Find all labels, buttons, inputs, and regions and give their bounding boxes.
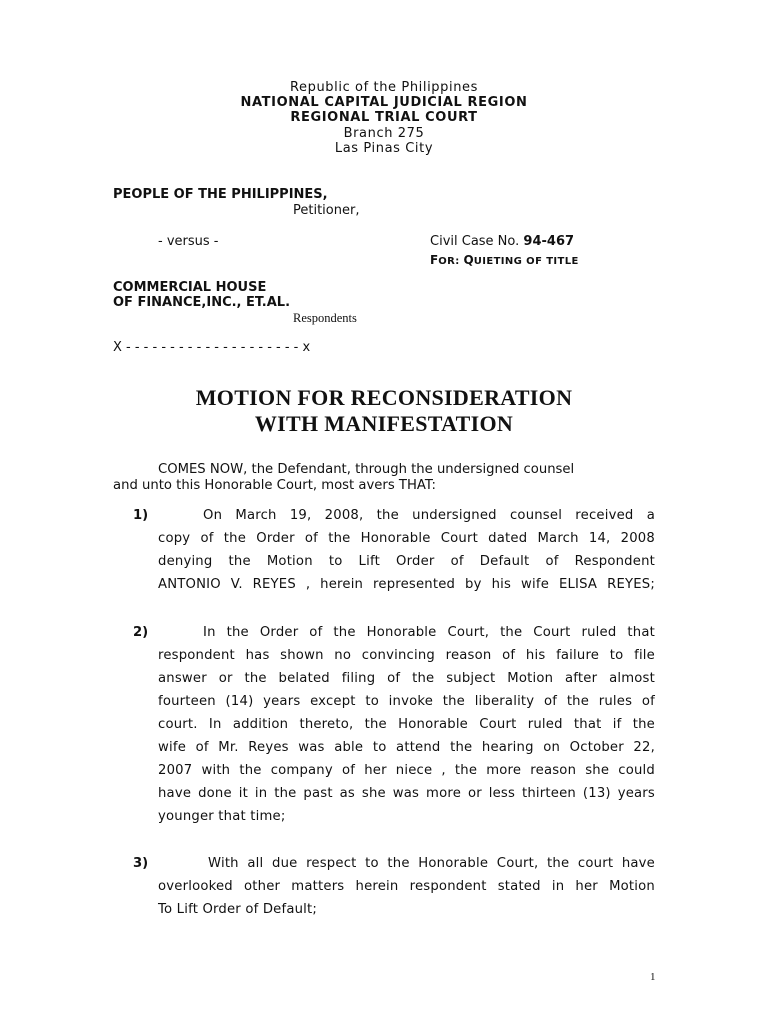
intro-line2: and unto this Honorable Court, most avers THAT:: [113, 478, 436, 493]
page-number: 1: [650, 971, 656, 983]
paragraph-line: In the Order of the Honorable Court, the Court ruled that: [203, 625, 655, 640]
subject-initial: Q: [463, 253, 474, 267]
paragraph-line: answer or the belated filing of the subject Motion after almost: [158, 671, 655, 686]
paragraph-number: 2): [133, 625, 149, 640]
paragraph-number: 3): [133, 856, 149, 871]
civil-case-label: Civil Case No.: [430, 234, 524, 249]
caption-separator: X - - - - - - - - - - - - - - - - - - - - x: [113, 340, 311, 355]
paragraph-line: With all due respect to the Honorable Court, the court have: [208, 856, 655, 871]
document-title-line1: MOTION FOR RECONSIDERATION: [195, 385, 573, 410]
paragraph-line: On March 19, 2008, the undersigned counsel received a: [203, 508, 655, 523]
paragraph-line: copy of the Order of the Honorable Court dated March 14, 2008: [158, 531, 655, 546]
for-label-rest: OR:: [438, 256, 464, 267]
paragraph-line: fourteen (14) years except to invoke the liberality of the rules of: [158, 694, 655, 709]
paragraph-line: denying the Motion to Lift Order of Default of Respondent: [158, 554, 655, 569]
paragraph-line: respondent has shown no convincing reason of his failure to file: [158, 648, 655, 663]
paragraph-line: 2007 with the company of her niece , the more reason she could: [158, 763, 655, 778]
civil-case-number: 94-467: [523, 234, 575, 249]
header-republic: Republic of the Philippines: [289, 80, 479, 95]
paragraph-line: wife of Mr. Reyes was able to attend the hearing on October 22,: [158, 740, 655, 755]
header-branch: Branch 275: [343, 126, 425, 141]
paragraph-line: have done it in the past as she was more or less thirteen (13) years: [158, 786, 655, 801]
respondent-role: Respondents: [293, 311, 357, 325]
respondent-line2: OF FINANCE,INC., ET.AL.: [113, 295, 291, 310]
paragraph-line: court. In addition thereto, the Honorable Court ruled that if the: [158, 717, 655, 732]
header-region: NATIONAL CAPITAL JUDICIAL REGION: [240, 95, 528, 110]
case-subject: [430, 249, 579, 268]
petitioner-name: PEOPLE OF THE PHILIPPINES,: [113, 187, 328, 202]
paragraph-number: 1): [133, 508, 149, 523]
header-court: REGIONAL TRIAL COURT: [290, 110, 478, 125]
subject-rest: UIETING OF TITLE: [473, 256, 579, 267]
paragraph-line: younger that time;: [158, 809, 286, 824]
petitioner-role: Petitioner,: [293, 203, 360, 218]
intro-line1: COMES NOW, the Defendant, through the undersigned counsel: [158, 462, 575, 477]
versus-label: - versus -: [158, 234, 219, 249]
respondent-line1: COMMERCIAL HOUSE: [113, 280, 267, 295]
paragraph-line: To Lift Order of Default;: [158, 902, 318, 917]
document-title-line2: WITH MANIFESTATION: [254, 411, 514, 436]
header-city: Las Pinas City: [334, 141, 434, 156]
for-label-initial: F: [430, 253, 439, 267]
civil-case-line: [430, 234, 574, 249]
paragraph-line: overlooked other matters herein respondent stated in her Motion: [158, 879, 655, 894]
paragraph-line: ANTONIO V. REYES , herein represented by his wife ELISA REYES;: [158, 577, 655, 592]
